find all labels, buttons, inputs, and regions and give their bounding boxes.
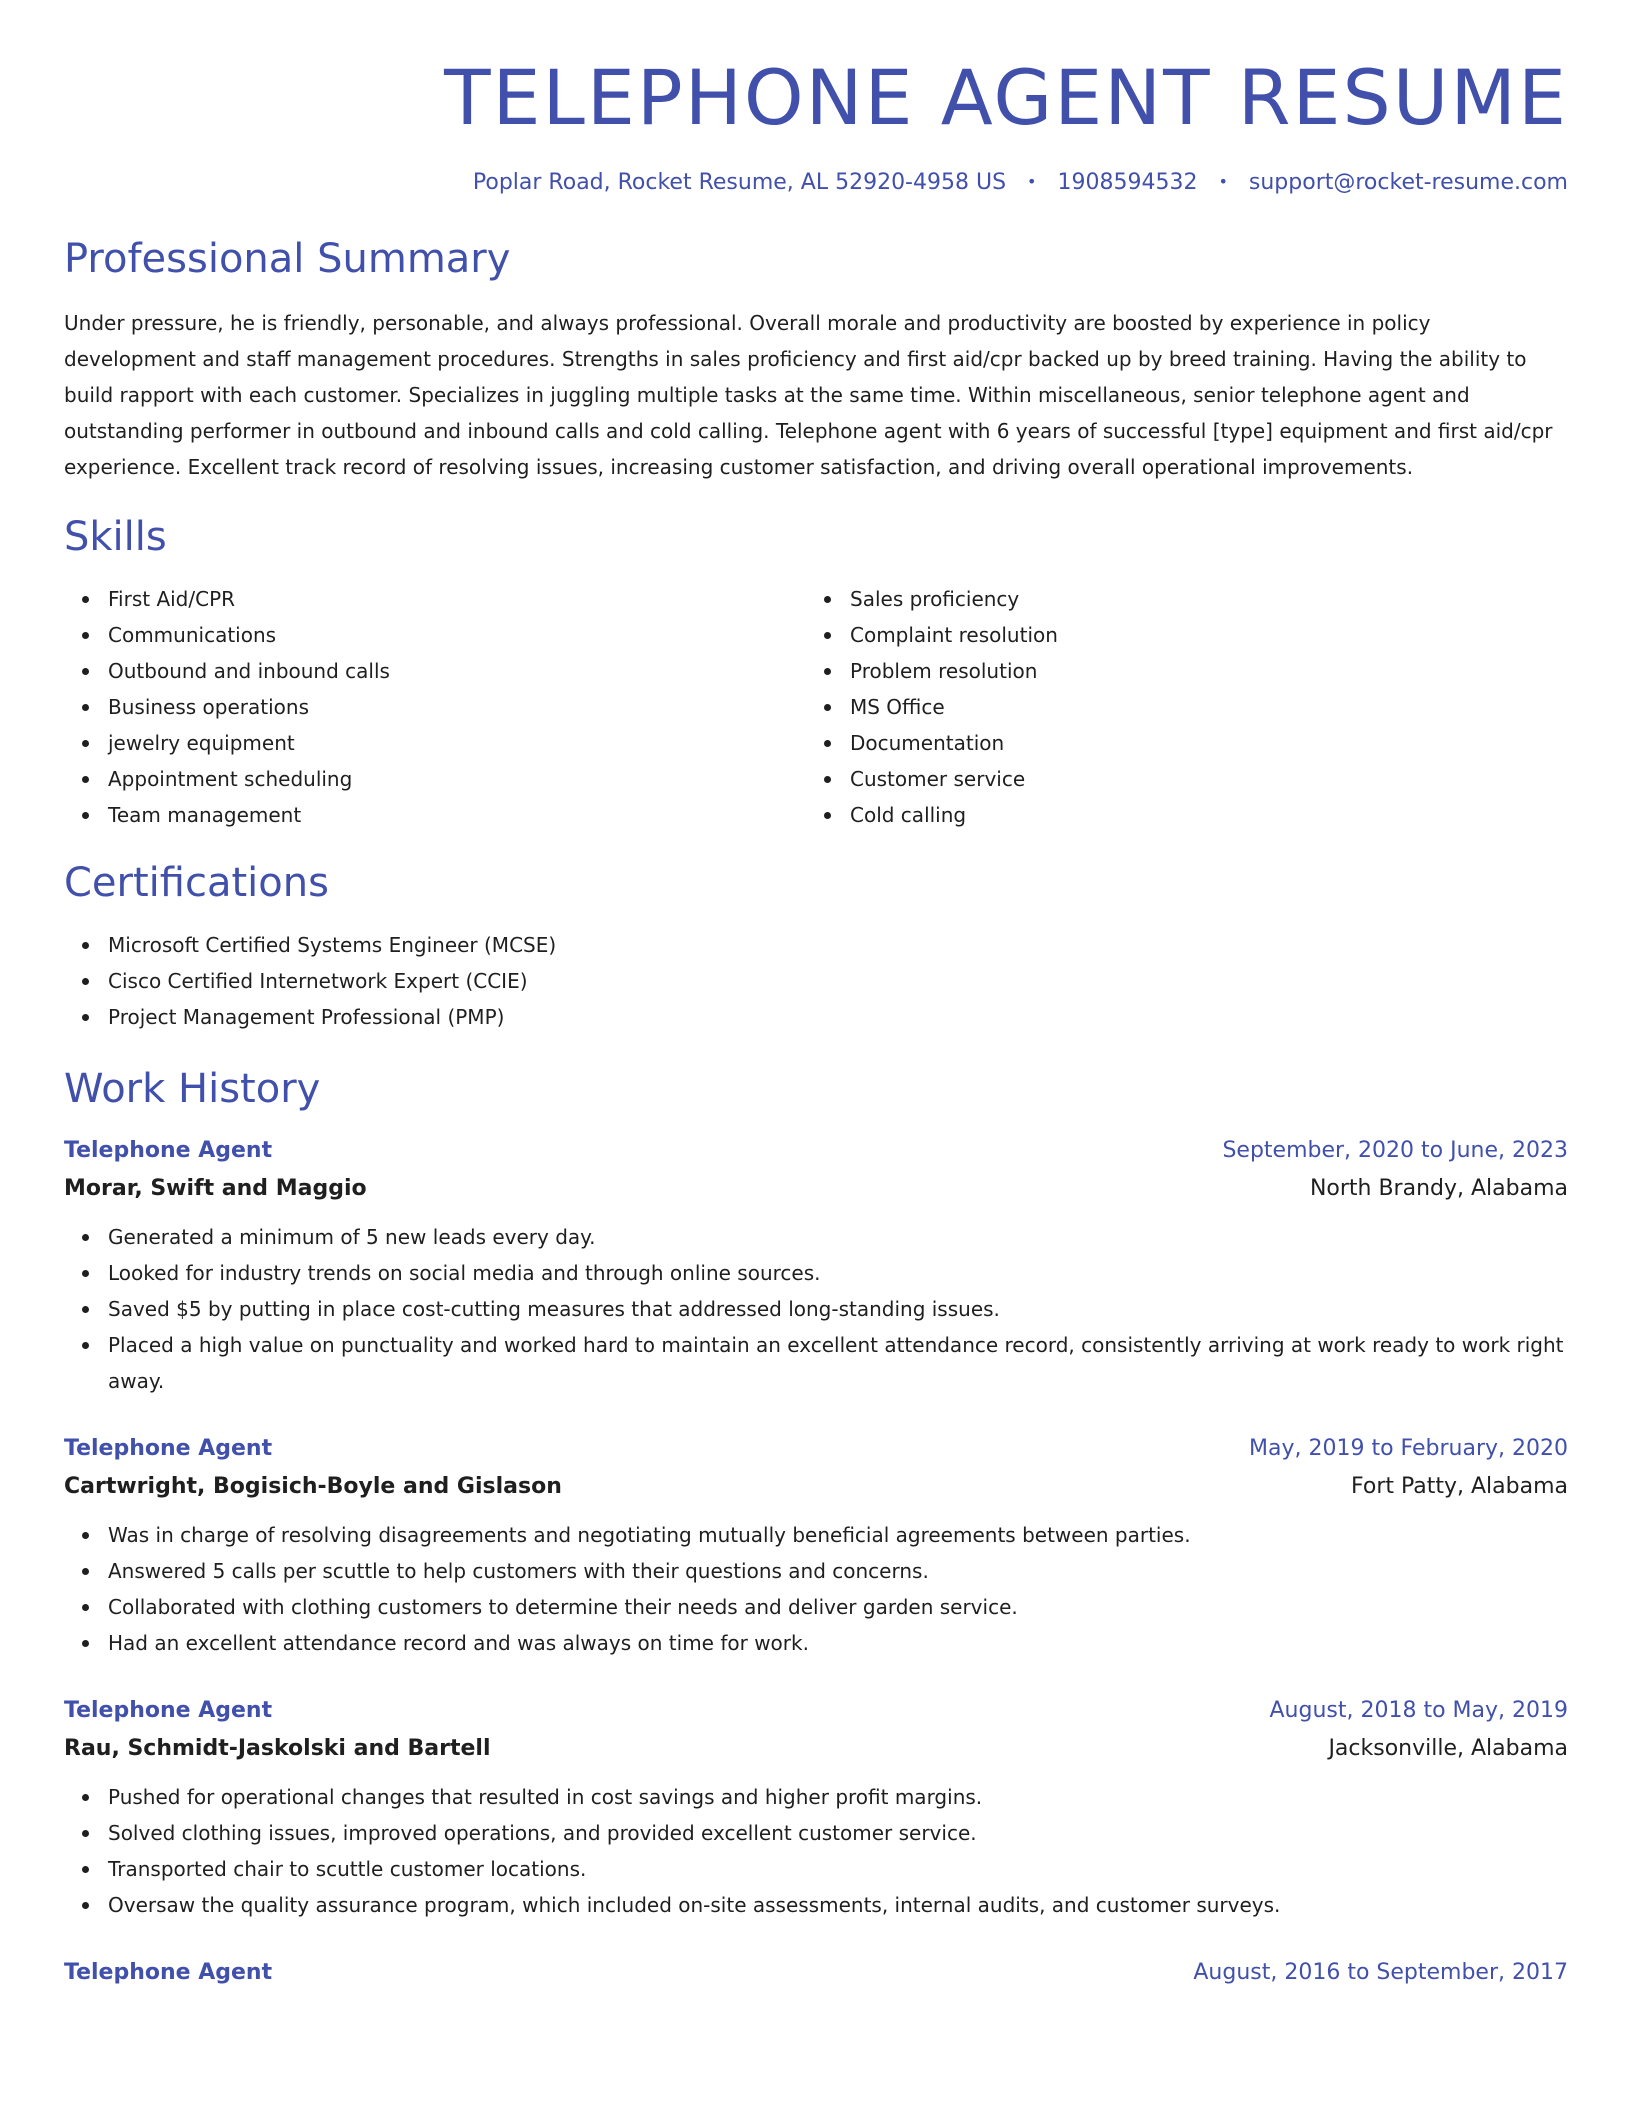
contact-separator: • (1218, 171, 1228, 191)
job-company-row (64, 1467, 1568, 1507)
skill-item: Complaint resolution (850, 617, 1548, 653)
section-title-work-history: Work History (64, 1065, 321, 1112)
job-title: Telephone Agent (64, 1697, 273, 1723)
job-entry (64, 1431, 1568, 1661)
work-history-section (64, 1065, 1568, 1991)
job-location: North Brandy, Alabama (1309, 1175, 1568, 1201)
job-duties-list (64, 1779, 1568, 1923)
job-title: Telephone Agent (64, 1137, 273, 1163)
job-company: Cartwright, Bogisich-Boyle and Gislason (64, 1473, 562, 1499)
skill-item: Team management (108, 797, 806, 833)
resume-header (64, 53, 1568, 195)
certification-item: Microsoft Certified Systems Engineer (MCSE) (108, 927, 1568, 963)
skill-item: MS Office (850, 689, 1548, 725)
job-duty-item: Answered 5 calls per scuttle to help customers with their questions and concerns. (108, 1553, 1568, 1589)
certification-item: Project Management Professional (PMP) (108, 999, 1568, 1035)
job-duty-item: Was in charge of resolving disagreements and negotiating mutually beneficial agreements between parties. (108, 1517, 1568, 1553)
skill-item: First Aid/CPR (108, 581, 806, 617)
skills-section (64, 513, 1568, 833)
contact-email: support@rocket-resume.com (1248, 169, 1568, 195)
job-title-row (64, 1955, 1568, 1991)
job-duty-item: Looked for industry trends on social media and through online sources. (108, 1255, 1568, 1291)
section-title-summary: Professional Summary (64, 235, 511, 282)
job-location: Fort Patty, Alabama (1350, 1473, 1568, 1499)
certification-item: Cisco Certified Internetwork Expert (CCIE) (108, 963, 1568, 999)
certifications-list (64, 927, 1568, 1035)
job-company-row (64, 1169, 1568, 1209)
job-dates: May, 2019 to February, 2020 (1249, 1435, 1568, 1461)
skill-item: Outbound and inbound calls (108, 653, 806, 689)
job-duties-list (64, 1219, 1568, 1399)
skills-list-right (806, 581, 1548, 833)
skills-list-left (64, 581, 806, 833)
job-dates: September, 2020 to June, 2023 (1222, 1137, 1568, 1163)
job-duty-item: Collaborated with clothing customers to determine their needs and deliver garden service. (108, 1589, 1568, 1625)
skill-item: Appointment scheduling (108, 761, 806, 797)
skill-item: Problem resolution (850, 653, 1548, 689)
professional-summary-section (64, 235, 1568, 485)
job-company: Rau, Schmidt-Jaskolski and Bartell (64, 1735, 491, 1761)
job-duty-item: Solved clothing issues, improved operations, and provided excellent customer service. (108, 1815, 1568, 1851)
job-title-row (64, 1431, 1568, 1467)
job-title: Telephone Agent (64, 1959, 273, 1985)
job-duty-item: Generated a minimum of 5 new leads every day. (108, 1219, 1568, 1255)
skill-item: Documentation (850, 725, 1548, 761)
job-title: Telephone Agent (64, 1435, 273, 1461)
certifications-section (64, 859, 1568, 1035)
section-title-certifications: Certifications (64, 859, 329, 906)
skill-item: Sales proficiency (850, 581, 1548, 617)
skill-item: Communications (108, 617, 806, 653)
skill-item: jewelry equipment (108, 725, 806, 761)
skill-item: Customer service (850, 761, 1548, 797)
summary-text: Under pressure, he is friendly, personable, and always professional. Overall morale and productivity are boosted by experience in policy development and staff management procedures. Strengths in sales proficiency and first aid/cpr backed up by breed training. Having the ability to build rapport with each customer. Specializes in juggling multiple tasks at the same time. Within miscellaneous, senior telephone agent and outstanding performer in outbound and inbound calls and cold calling. Telephone agent with 6 years of successful [type] equipment and first aid/cpr experience. Excellent track record of resolving issues, increasing customer satisfaction, and driving overall operational improvements. (64, 310, 1553, 479)
job-title-row (64, 1693, 1568, 1729)
job-duties-list (64, 1517, 1568, 1661)
job-company-row (64, 1729, 1568, 1769)
resume-name: TELEPHONE AGENT RESUME (444, 53, 1568, 142)
job-dates: August, 2018 to May, 2019 (1269, 1697, 1568, 1723)
contact-line (64, 170, 1568, 195)
job-entry (64, 1133, 1568, 1399)
skills-column-right (806, 581, 1548, 833)
job-duty-item: Placed a high value on punctuality and worked hard to maintain an excellent attendance record, consistently arriving at work ready to work right away. (108, 1327, 1568, 1399)
job-duty-item: Saved $5 by putting in place cost-cutting measures that addressed long-standing issues. (108, 1291, 1568, 1327)
job-entry (64, 1693, 1568, 1923)
contact-separator: • (1027, 171, 1037, 191)
job-duty-item: Had an excellent attendance record and was always on time for work. (108, 1625, 1568, 1661)
job-duty-item: Oversaw the quality assurance program, which included on-site assessments, internal audits, and customer surveys. (108, 1887, 1568, 1923)
skill-item: Cold calling (850, 797, 1548, 833)
contact-phone: 1908594532 (1057, 169, 1198, 195)
job-duty-item: Transported chair to scuttle customer locations. (108, 1851, 1568, 1887)
job-entry (64, 1955, 1568, 1991)
skills-grid (64, 581, 1568, 833)
job-dates: August, 2016 to September, 2017 (1193, 1959, 1568, 1985)
job-location: Jacksonville, Alabama (1328, 1735, 1568, 1761)
job-company: Morar, Swift and Maggio (64, 1175, 367, 1201)
job-duty-item: Pushed for operational changes that resulted in cost savings and higher profit margins. (108, 1779, 1568, 1815)
skills-column-left (64, 581, 806, 833)
section-title-skills: Skills (64, 513, 167, 560)
job-title-row (64, 1133, 1568, 1169)
skill-item: Business operations (108, 689, 806, 725)
contact-address: Poplar Road, Rocket Resume, AL 52920-4958 US (472, 169, 1007, 195)
